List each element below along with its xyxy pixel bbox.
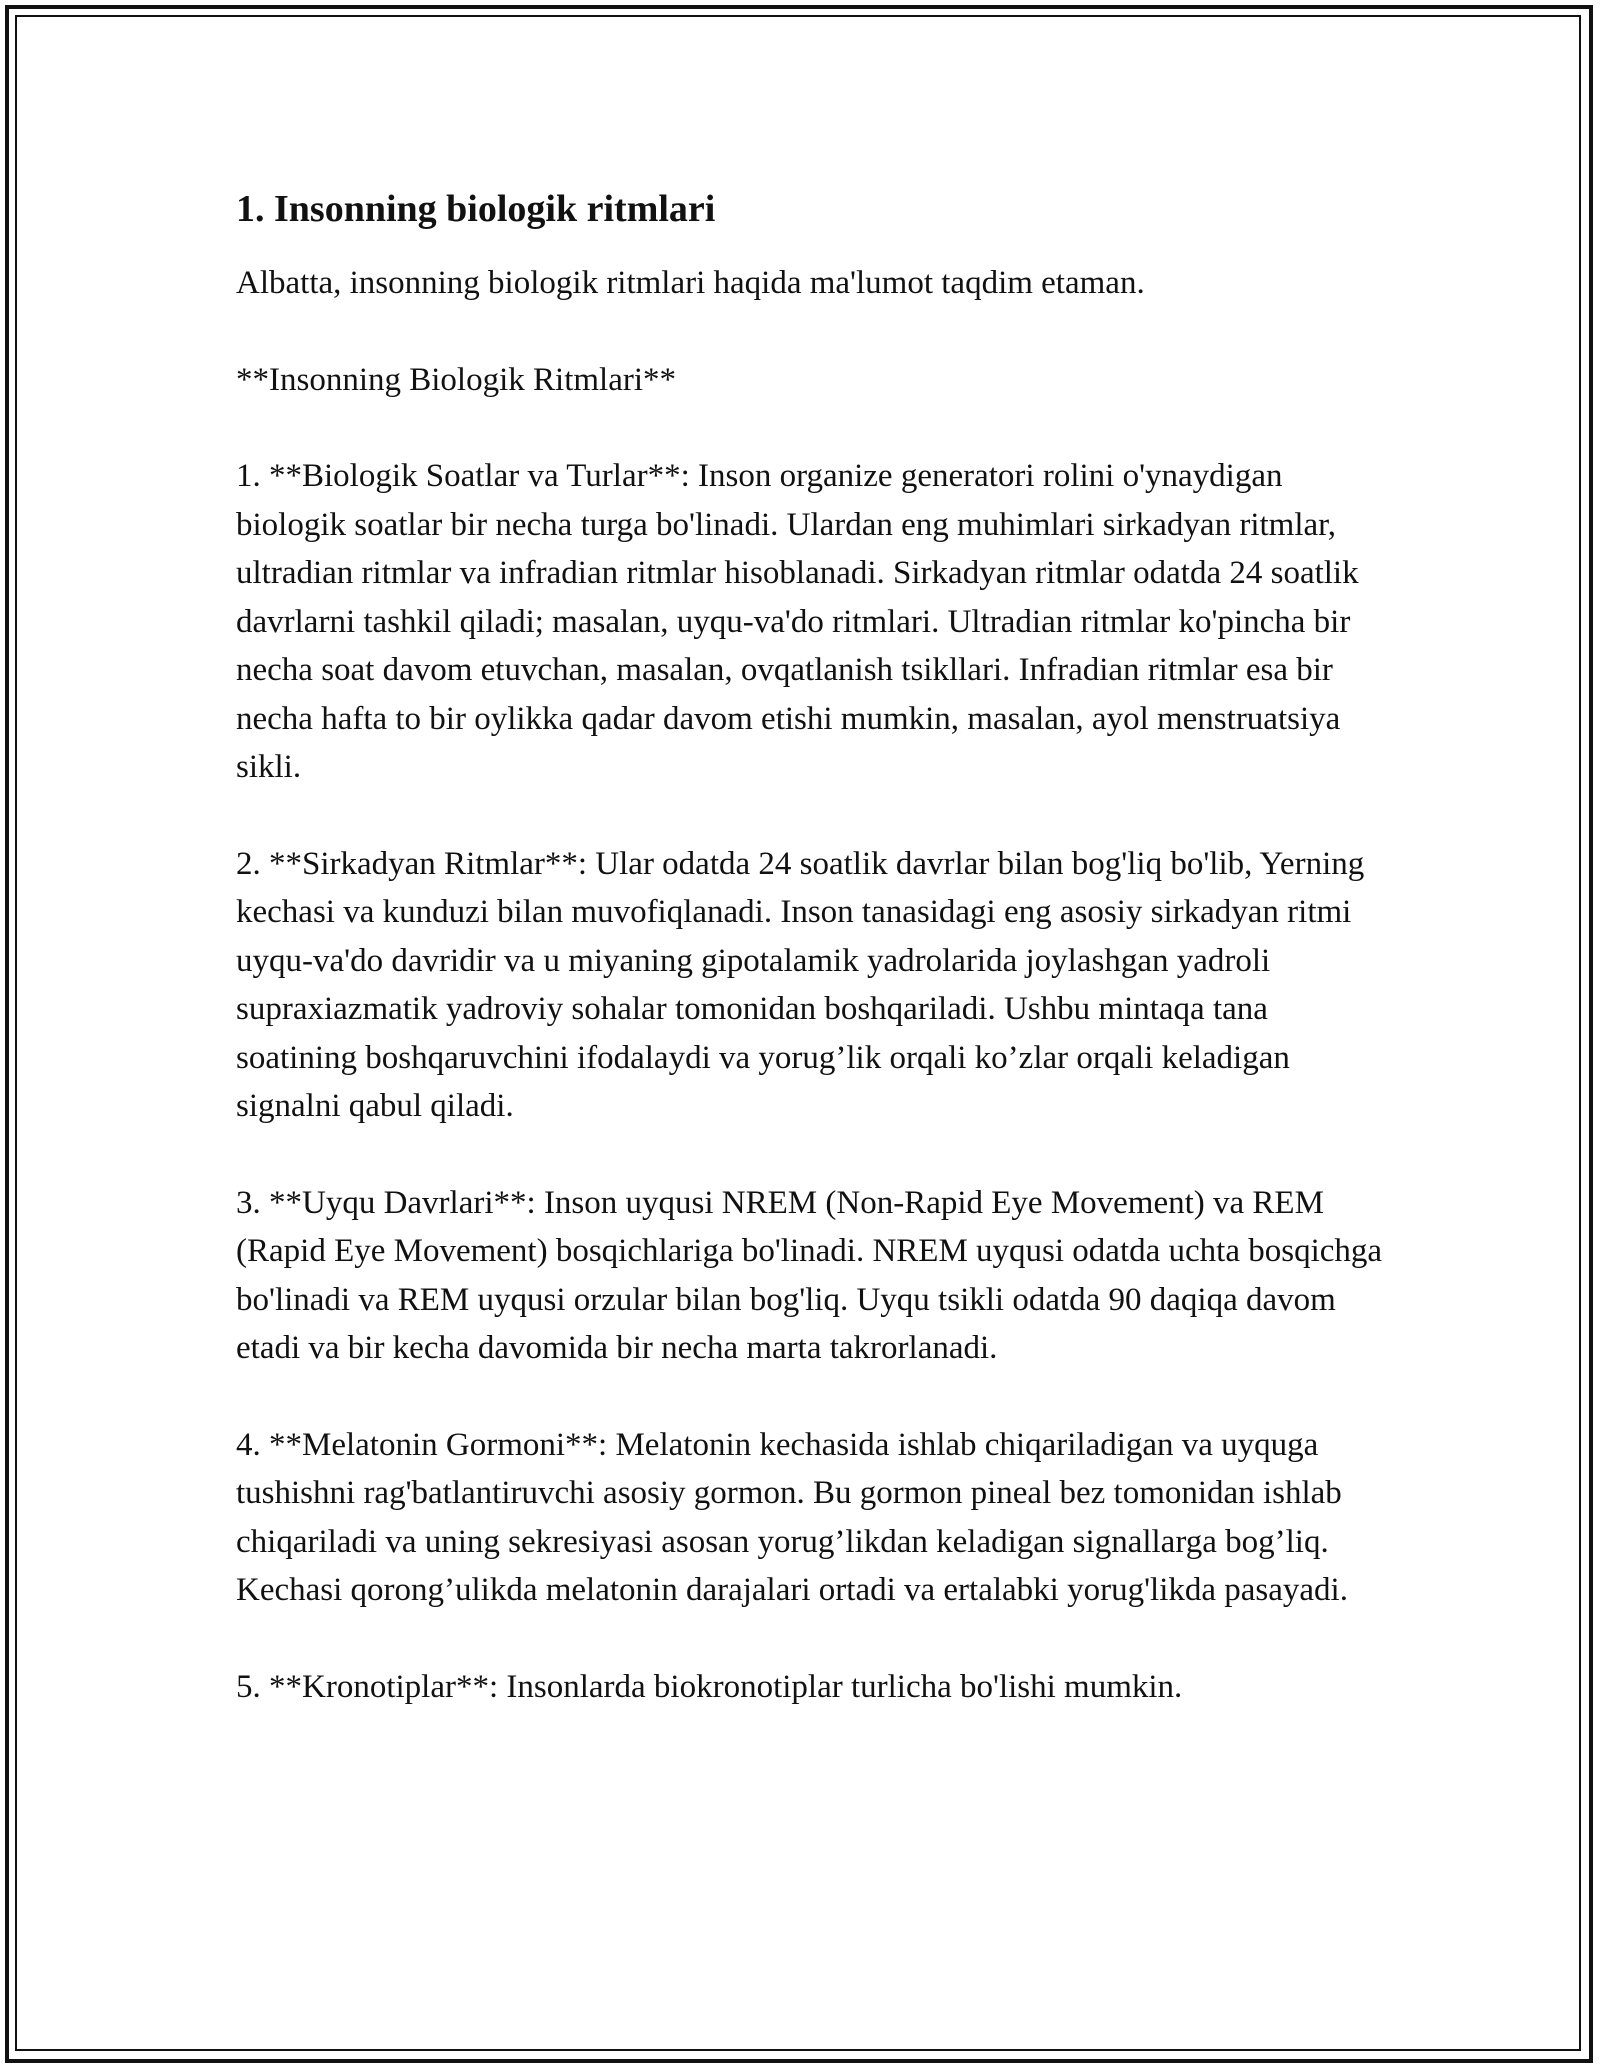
document-title: 1. Insonning biologik ritmlari	[236, 188, 716, 230]
subtitle-paragraph: **Insonning Biologik Ritmlari**	[236, 361, 677, 398]
intro-paragraph: Albatta, insonning biologik ritmlari haqida ma'lumot taqdim etaman.	[236, 265, 1145, 301]
section-uyqu-davrlari: 3. **Uyqu Davrlari**: Inson uyqusi NREM (Non-Rapid Eye Movement) va REM (Rapid Eye Movement) bosqichlariga bo'linadi. NREM uyqusi odatda uchta bosqichga bo'linadi va REM uyqusi orzular bilan bog'liq. Uyqu tsikli odatda 90 daqiqa davom etadi va bir kecha davomida bir necha marta takrorlanadi.	[236, 1184, 1383, 1366]
section-sirkadyan-ritmlar: 2. **Sirkadyan Ritmlar**: Ular odatda 24 soatlik davrlar bilan bog'liq bo'lib, Yerning kechasi va kunduzi bilan muvofiqlanadi. Inson tanasidagi eng asosiy sirkadyan ritmi uyqu-va'do davridir va u miyaning gipotalamik yadrolarida joylashgan yadroli supraxiazmatik yadroviy sohalar tomonidan boshqariladi. Ushbu mintaqa tana soatining boshqaruvchini ifodalaydi va yorug’lik orqali ko’zlar orqali keladigan signalni qabul qiladi.	[236, 845, 1365, 1124]
document-body	[236, 185, 1386, 1759]
section-kronotiplar: 5. **Kronotiplar**: Insonlarda biokronotiplar turlicha bo'lishi mumkin.	[236, 1668, 1183, 1705]
section-biologik-soatlar: 1. **Biologik Soatlar va Turlar**: Inson organize generatori rolini o'ynaydigan biologik soatlar bir necha turga bo'linadi. Ulardan eng muhimlari sirkadyan ritmlar, ultradian ritmlar va infradian ritmlar hisoblanadi. Sirkadyan ritmlar odatda 24 soatlik davrlarni tashkil qiladi; masalan, uyqu-va'do ritmlari. Ultradian ritmlar ko'pincha bir necha soat davom etuvchan, masalan, ovqatlanish tsikllari. Infradian ritmlar esa bir necha hafta to bir oylikka qadar davom etishi mumkin, masalan, ayol menstruatsiya sikli.	[236, 458, 1359, 785]
section-melatonin-gormoni: 4. **Melatonin Gormoni**: Melatonin kechasida ishlab chiqariladigan va uyquga tushishni rag'batlantiruvchi asosiy gormon. Bu gormon pineal bez tomonidan ishlab chiqariladi va uning sekresiyasi asosan yorug’likdan keladigan signallarga bog’liq. Kechasi qorong’ulikda melatonin darajalari ortadi va ertalabki yorug'likda pasayadi.	[236, 1426, 1348, 1608]
